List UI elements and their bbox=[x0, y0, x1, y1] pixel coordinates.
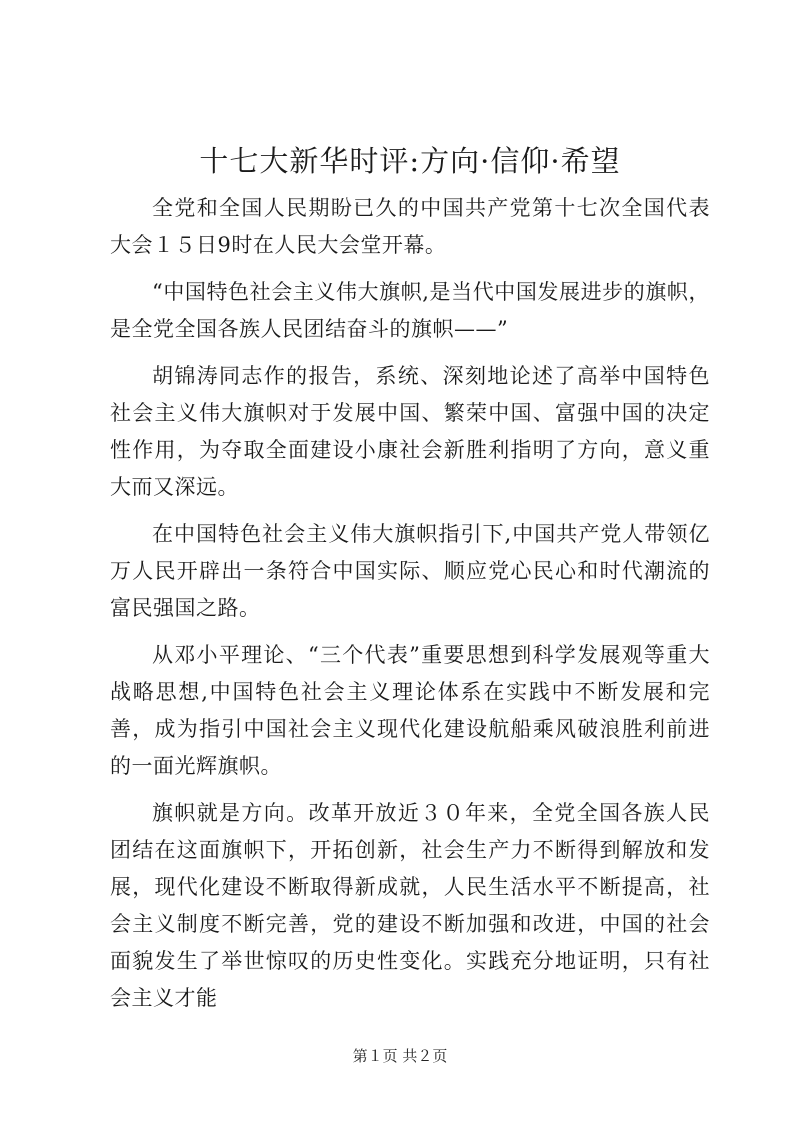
document-title: 十七大新华时评:方向·信仰·希望 bbox=[199, 144, 621, 178]
paragraph: 在中国特色社会主义伟大旗帜指引下,中国共产党人带领亿万人民开辟出一条符合中国实际、顺应党心民心和时代潮流的富民强国之路。 bbox=[110, 522, 710, 620]
paragraph: 从邓小平理论、“三个代表”重要思想到科学发展观等重大战略思想,中国特色社会主义理论体系在实践中不断发展和完善，成为指引中国社会主义现代化建设航船乘风破浪胜利前进的一面光辉旗帜。 bbox=[110, 643, 710, 778]
page-number-footer: 第１页 共２页 bbox=[352, 1047, 448, 1065]
paragraph: 旗帜就是方向。改革开放近３０年来，全党全国各族人民团结在这面旗帜下，开拓创新，社会生产力不断得到解放和发展，现代化建设不断取得新成就，人民生活水平不断提高，社会主义制度不断完善，党的建设不断加强和改进，中国的社会面貌发生了举世惊叹的历史性变化。实践充分地证明，只有社会主义才能 bbox=[110, 801, 710, 1010]
document-page bbox=[110, 140, 710, 1027]
paragraph: 全党和全国人民期盼已久的中国共产党第十七次全国代表大会１５日9时在人民大会堂开幕。 bbox=[110, 196, 710, 257]
paragraph: 胡锦涛同志作的报告，系统、深刻地论述了高举中国特色社会主义伟大旗帜对于发展中国、繁荣中国、富强中国的决定性作用，为夺取全面建设小康社会新胜利指明了方向，意义重大而又深远。 bbox=[110, 364, 710, 499]
paragraph: “中国特色社会主义伟大旗帜,是当代中国发展进步的旗帜，是全党全国各族人民团结奋斗的旗帜——” bbox=[110, 280, 710, 341]
